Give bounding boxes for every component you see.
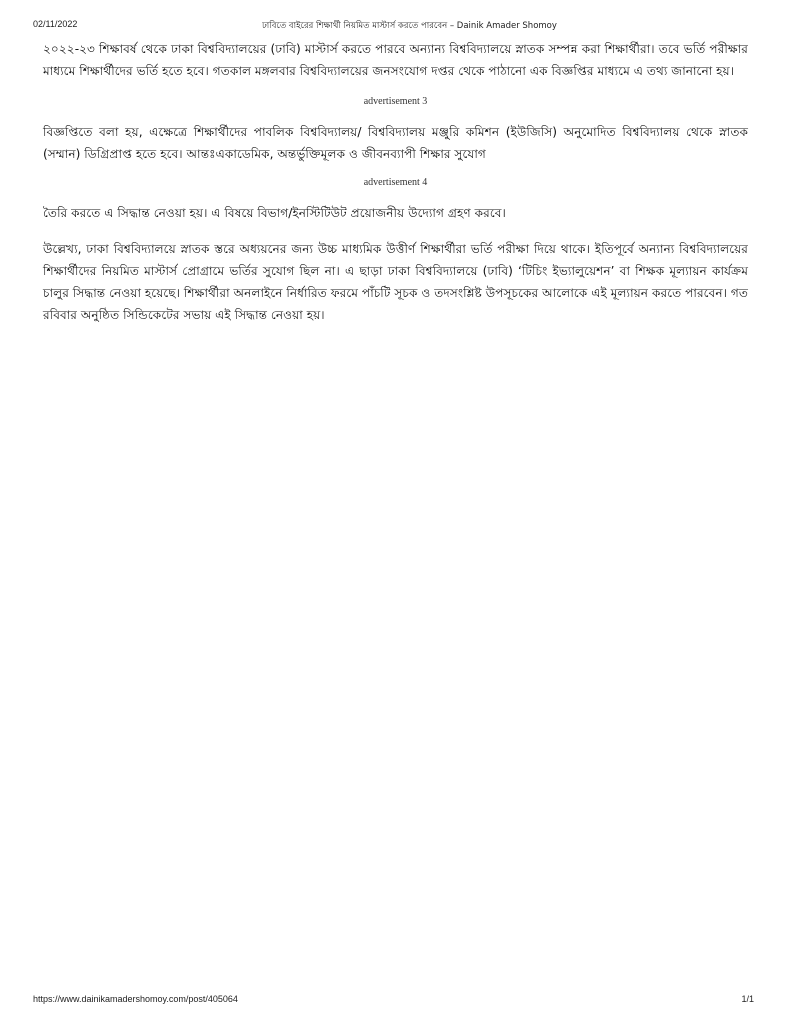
advertisement-placeholder: advertisement 4	[363, 177, 428, 188]
advertisement-placeholder: advertisement 3	[363, 96, 428, 107]
article-body	[43, 38, 748, 326]
article-paragraph: ২০২২-২৩ শিক্ষাবর্ষ থেকে ঢাকা বিশ্ববিদ্যালয়ের (ঢাবি) মাস্টার্স করতে পারবে অন্যান্য বিশ্ববিদ্যালয়ে স্নাতক সম্পন্ন করা শিক্ষার্থীরা। তবে ভর্তি পরীক্ষার মাধ্যমে শিক্ষার্থীদের ভর্তি হতে হবে। গতকাল মঙ্গলবার বিশ্ববিদ্যালয়ের জনসংযোগ দপ্তর থেকে পাঠানো এক বিজ্ঞপ্তির মাধ্যমে এ তথ্য জানানো হয়।	[43, 42, 748, 78]
article-paragraph: উল্লেখ্য, ঢাকা বিশ্ববিদ্যালয়ে স্নাতক স্তরে অধ্যয়নের জন্য উচ্চ মাধ্যমিক উত্তীর্ণ শিক্ষার্থীরা ভর্তি পরীক্ষা দিয়ে থাকে। ইতিপূর্বে অন্যান্য বিশ্ববিদ্যালয়ের শিক্ষার্থীদের নিয়মিত মাস্টার্স প্রোগ্রামে ভর্তির সুযোগ ছিল না। এ ছাড়া ঢাকা বিশ্ববিদ্যালয়ে (ঢাবি) ‘টিচিং ইভ্যালুয়েশন’ বা শিক্ষক মূল্যায়ন কার্যক্রম চালুর সিদ্ধান্ত নেওয়া হয়েছে। শিক্ষার্থীরা অনলাইনে নির্ধারিত ফরমে পাঁচটি সূচক ও তদসংশ্লিষ্ট উপসূচকের আলোকে এই মূল্যায়ন করতে পারবেন। গত রবিবার অনুষ্ঠিত সিন্ডিকেটের সভায় এই সিদ্ধান্ত নেওয়া হয়।	[43, 242, 748, 322]
print-url: https://www.dainikamadershomoy.com/post/405064	[33, 994, 238, 1004]
print-page-title: ঢাবিতে বাইরের শিক্ষার্থী নিয়মিত মাস্টার্স করতে পারবেন – Dainik Amader Shomoy	[262, 21, 557, 31]
article-paragraph: বিজ্ঞপ্তিতে বলা হয়, এক্ষেত্রে শিক্ষার্থীদের পাবলিক বিশ্ববিদ্যালয়/ বিশ্ববিদ্যালয় মঞ্জুরি কমিশন (ইউজিসি) অনুমোদিত বিশ্ববিদ্যালয় থেকে স্নাতক (সম্মান) ডিগ্রিপ্রাপ্ত হতে হবে। আন্তঃএকাডেমিক, অন্তর্ভুক্তিমূলক ও জীবনব্যাপী শিক্ষার সুযোগ	[43, 125, 748, 161]
print-date: 02/11/2022	[33, 19, 78, 29]
article-paragraph: তৈরি করতে এ সিদ্ধান্ত নেওয়া হয়। এ বিষয়ে বিভাগ/ইনস্টিটিউট প্রয়োজনীয় উদ্যোগ গ্রহণ করবে।	[43, 206, 506, 220]
page-number: 1/1	[741, 994, 754, 1004]
